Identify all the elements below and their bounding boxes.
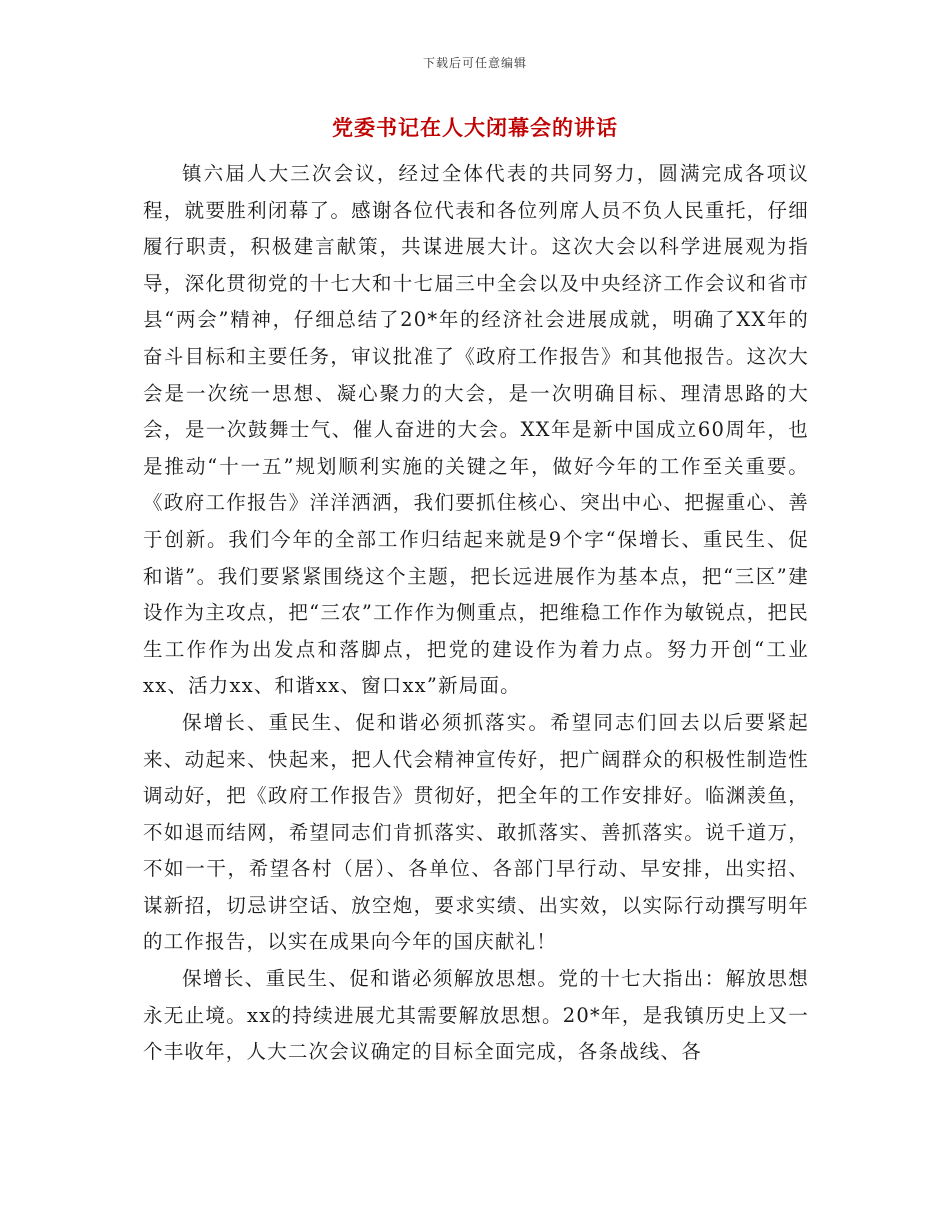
header-note: 下载后可任意编辑 bbox=[422, 56, 527, 70]
document-title: 党委书记在人大闭幕会的讲话 bbox=[332, 115, 618, 140]
document-body bbox=[143, 156, 809, 1071]
paragraph-3: 保增长、重民生、促和谐必须解放思想。党的十七大指出：解放思想永无止境。xx的持续进展尤其需要解放思想。20*年，是我镇历史上又一个丰收年，人大二次会议确定的目标全面完成，各条战线、各 bbox=[143, 967, 809, 1064]
paragraph-1: 镇六届人大三次会议，经过全体代表的共同努力，圆满完成各项议程，就要胜利闭幕了。感谢各位代表和各位列席人员不负人民重托，仔细履行职责，积极建言献策，共谋进展大计。这次大会以科学进展观为指导，深化贯彻党的十七大和十七届三中全会以及中央经济工作会议和省市县“两会”精神，仔细总结了20*年的经济社会进展成就，明确了XX年的奋斗目标和主要任务，审议批准了《政府工作报告》和其他报告。这次大会是一次统一思想、凝心聚力的大会，是一次明确目标、理清思路的大会，是一次鼓舞士气、催人奋进的大会。XX年是新中国成立60周年，也是推动“十一五”规划顺利实施的关键之年，做好今年的工作至关重要。《政府工作报告》洋洋洒洒，我们要抓住核心、突出中心、把握重心、善于创新。我们今年的全部工作归结起来就是9个字“保增长、重民生、促和谐”。我们要紧紧围绕这个主题，把长远进展作为基本点，把“三区”建设作为主攻点，把“三农”工作作为侧重点，把维稳工作作为敏锐点，把民生工作作为出发点和落脚点，把党的建设作为着力点。努力开创“工业xx、活力xx、和谐xx、窗口xx”新局面。 bbox=[143, 162, 809, 698]
paragraph-2: 保增长、重民生、促和谐必须抓落实。希望同志们回去以后要紧起来、动起来、快起来，把人代会精神宣传好，把广阔群众的积极性制造性调动好，把《政府工作报告》贯彻好，把全年的工作安排好。临渊羡鱼，不如退而结网，希望同志们肯抓落实、敢抓落实、善抓落实。说千道万，不如一干，希望各村（居）、各单位、各部门早行动、早安排，出实招、谋新招，切忌讲空话、放空炮，要求实绩、出实效，以实际行动撰写明年的工作报告，以实在成果向今年的国庆献礼！ bbox=[143, 710, 809, 954]
